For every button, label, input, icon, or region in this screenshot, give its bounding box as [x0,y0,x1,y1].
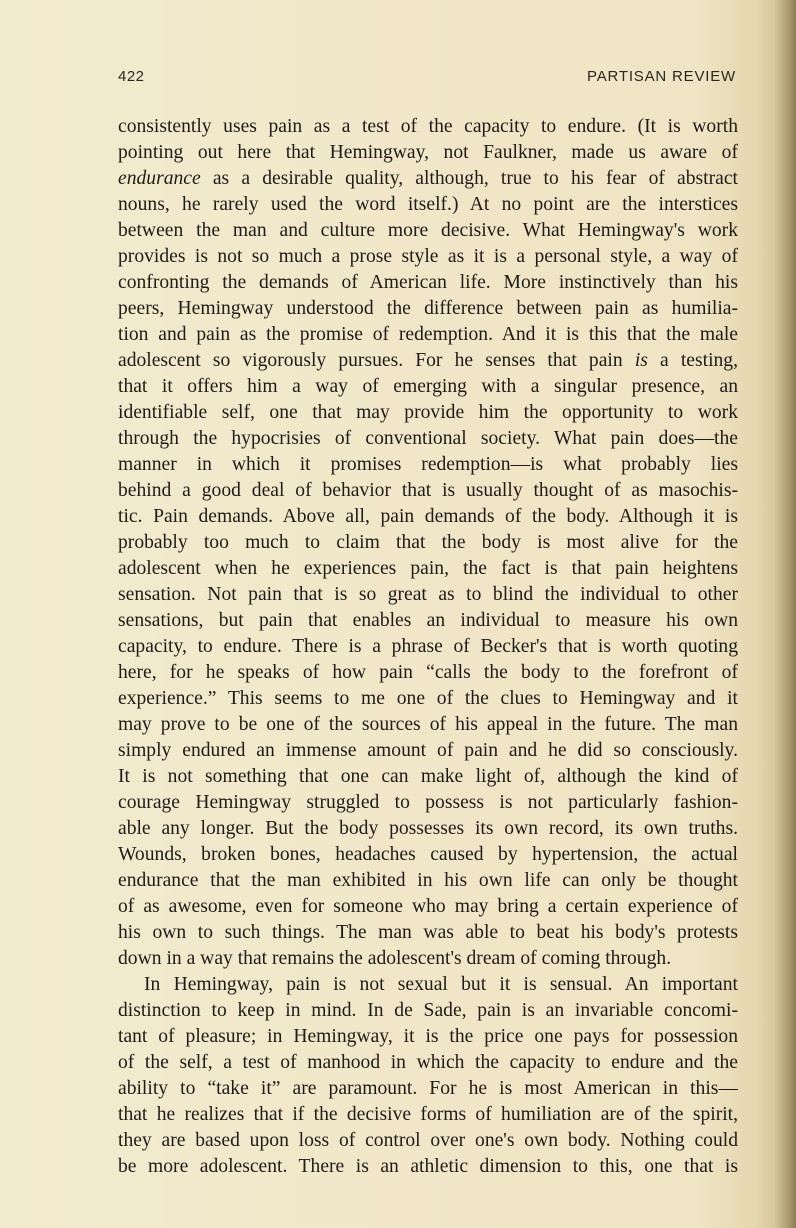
text-line: they are based upon loss of control over one's own body. Nothing could [118,1130,738,1151]
text-line: sensations, but pain that enables an individual to measure his own [118,610,738,631]
text-line: courage Hemingway struggled to possess is not particularly fashion- [118,792,738,813]
text-line: Wounds, broken bones, headaches caused by hypertension, the actual [118,844,738,865]
page-number: 422 [118,68,145,85]
text-line: tant of pleasure; in Hemingway, it is the price one pays for possession [118,1026,738,1047]
text-line: may prove to be one of the sources of his appeal in the future. The man [118,714,738,735]
text-line: that it offers him a way of emerging with a singular presence, an [118,376,738,397]
text-line: In Hemingway, pain is not sexual but it is sensual. An important [144,974,738,995]
text-line: ability to “take it” are paramount. For he is most American in this— [118,1078,738,1099]
text-line: endurance as a desirable quality, although, true to his fear of abstract [118,168,738,189]
text-line: his own to such things. The man was able to beat his body's protests [118,922,738,943]
text-line: peers, Hemingway understood the difference between pain as humilia- [118,298,738,319]
text-line: nouns, he rarely used the word itself.) At no point are the interstices [118,194,738,215]
text-line: capacity, to endure. There is a phrase of Becker's that is worth quoting [118,636,738,657]
text-line: behind a good deal of behavior that is usually thought of as masochis- [118,480,738,501]
body-text [118,114,738,1180]
text-line: be more adolescent. There is an athletic dimension to this, one that is [118,1156,738,1177]
journal-title: PARTISAN REVIEW [587,68,736,85]
text-line: adolescent when he experiences pain, the fact is that pain heightens [118,558,738,579]
text-line: simply endured an immense amount of pain and he did so consciously. [118,740,738,761]
text-line: confronting the demands of American life. More instinctively than his [118,272,738,293]
text-line: of as awesome, even for someone who may bring a certain experience of [118,896,738,917]
text-line: pointing out here that Hemingway, not Faulkner, made us aware of [118,142,738,163]
text-line: experience.” This seems to me one of the clues to Hemingway and it [118,688,738,709]
paragraph [118,114,738,972]
text-line: endurance that the man exhibited in his own life can only be thought [118,870,738,891]
text-line: probably too much to claim that the body is most alive for the [118,532,738,553]
running-head [118,68,736,92]
text-line: between the man and culture more decisive. What Hemingway's work [118,220,738,241]
text-line: provides is not so much a prose style as it is a personal style, a way of [118,246,738,267]
text-line: down in a way that remains the adolescent's dream of coming through. [118,948,672,969]
text-line: It is not something that one can make light of, although the kind of [118,766,738,787]
text-line: here, for he speaks of how pain “calls the body to the forefront of [118,662,738,683]
text-line: that he realizes that if the decisive forms of humiliation are of the spirit, [118,1104,738,1125]
text-line: tic. Pain demands. Above all, pain demands of the body. Although it is [118,506,738,527]
text-line: manner in which it promises redemption—is what probably lies [118,454,738,475]
text-line: sensation. Not pain that is so great as to blind the individual to other [118,584,738,605]
text-line: tion and pain as the promise of redemption. And it is this that the male [118,324,738,345]
text-line: of the self, a test of manhood in which the capacity to endure and the [118,1052,738,1073]
page-gutter-shadow [774,0,796,1228]
text-line: through the hypocrisies of conventional society. What pain does—the [118,428,738,449]
text-line: consistently uses pain as a test of the capacity to endure. (It is worth [118,116,738,137]
text-line: distinction to keep in mind. In de Sade, pain is an invariable concomi- [118,1000,738,1021]
text-line: identifiable self, one that may provide him the opportunity to work [118,402,738,423]
text-line: able any longer. But the body possesses its own record, its own truths. [118,818,738,839]
text-line: adolescent so vigorously pursues. For he senses that pain is a testing, [118,350,738,371]
paragraph [118,972,738,1180]
